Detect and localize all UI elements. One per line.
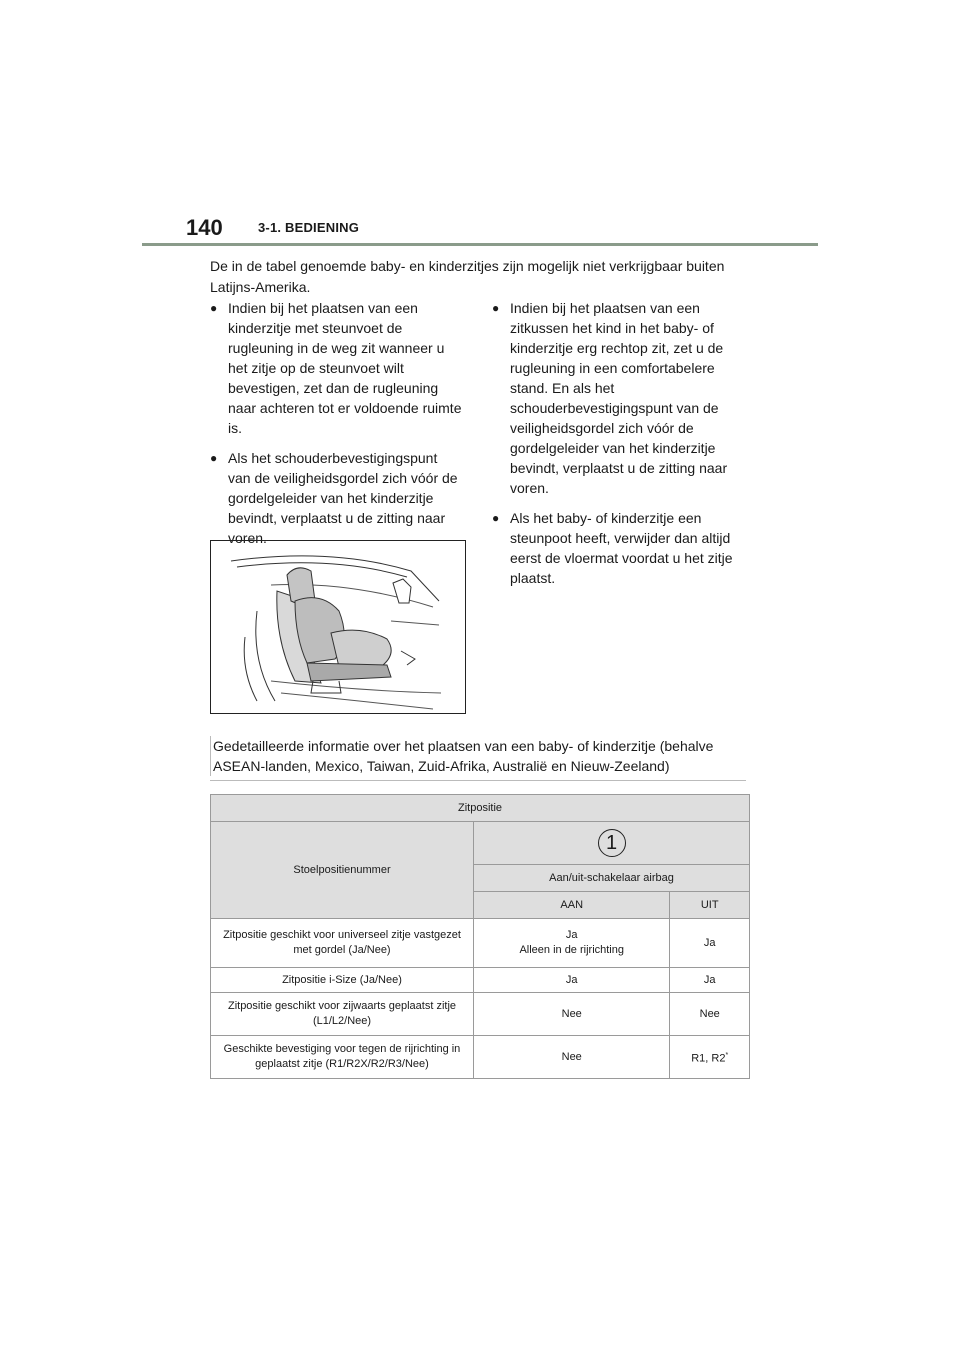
bullet-text: Indien bij het plaatsen van een zitkussen het kind in het baby- of kinderzitje erg rechtop zit, zet u de rugleuning in een comfortabelere stand. En als het schouderbevestigingspunt van de veiligheidsgordel zich vóór de gordelgeleider van het kinderzitje bevindt, verplaatst u de zitting naar voren. [510, 300, 728, 496]
left-column [210, 298, 462, 558]
cell-off-text: R1, R2 [691, 1052, 726, 1065]
cell-on [474, 919, 670, 968]
header-seat-position: Zitpositie [211, 795, 750, 822]
header-on: AAN [474, 892, 670, 919]
bullet-item [492, 508, 744, 588]
bullet-text: Als het schouderbevestigingspunt van de veiligheidsgordel zich vóór de gordelgeleider van het kinderzitje bevindt, verplaatst u de zitting naar voren. [228, 450, 458, 546]
seat-position-table [210, 794, 750, 1079]
child-seat-illustration [210, 540, 466, 714]
footnote-mark: * [725, 1051, 729, 1059]
cell-on: Ja [474, 968, 670, 993]
cell-off: Ja [670, 919, 750, 968]
header-off: UIT [670, 892, 750, 919]
cell-off: Nee [670, 993, 750, 1036]
section-title: 3-1. BEDIENING [258, 220, 360, 235]
bullet-icon: ● [492, 301, 500, 315]
header-rule [142, 243, 818, 246]
seat-number-cell [474, 822, 750, 865]
right-column [492, 298, 744, 598]
car-seat-drawing [211, 541, 465, 713]
note-divider [210, 780, 746, 781]
cell-off [670, 1036, 750, 1079]
airbag-switch-header: Aan/uit-schakelaar airbag [474, 865, 750, 892]
table-row [211, 1036, 750, 1079]
bullet-item [492, 298, 744, 498]
bullet-item [210, 298, 462, 438]
seat-number-badge: 1 [598, 829, 626, 857]
row-label: Geschikte bevestiging voor tegen de rijrichting in geplaatst zitje (R1/R2X/R2/R3/Nee) [211, 1036, 474, 1079]
cell-on-line1: Ja [565, 929, 578, 941]
info-note: Gedetailleerde informatie over het plaatsen van een baby- of kinderzitje (behalve ASEAN-landen, Mexico, Taiwan, Zuid-Afrika, Australië en Nieuw-Zeeland) [210, 736, 749, 776]
bullet-icon: ● [210, 301, 218, 315]
table-row [211, 968, 750, 993]
bullet-item [210, 448, 462, 548]
row-label: Zitpositie i-Size (Ja/Nee) [211, 968, 474, 993]
cell-off: Ja [670, 968, 750, 993]
intro-paragraph: De in de tabel genoemde baby- en kinderzitjes zijn mogelijk niet verkrijgbaar buiten Latijns-Amerika. [210, 258, 725, 295]
bullet-text: Indien bij het plaatsen van een kinderzitje met steunvoet de rugleuning in de weg zit wanneer u het zitje op de steunvoet wilt bevestigen, zet dan de rugleuning naar achteren tot er voldoende ruimte is. [228, 300, 462, 436]
table-row [211, 993, 750, 1036]
bullet-icon: ● [210, 451, 218, 465]
cell-on-line2: Alleen in de rijrichting [519, 944, 624, 956]
row-label: Zitpositie geschikt voor universeel zitje vastgezet met gordel (Ja/Nee) [211, 919, 474, 968]
bullet-icon: ● [492, 511, 500, 525]
cell-on: Nee [474, 1036, 670, 1079]
page-number: 140 [186, 215, 223, 240]
header-seat-number: Stoelpositienummer [211, 822, 474, 919]
cell-on: Nee [474, 993, 670, 1036]
table-row [211, 919, 750, 968]
row-label: Zitpositie geschikt voor zijwaarts geplaatst zitje (L1/L2/Nee) [211, 993, 474, 1036]
bullet-text: Als het baby- of kinderzitje een steunpoot heeft, verwijder dan altijd eerst de vloermat voordat u het zitje plaatst. [510, 510, 733, 586]
